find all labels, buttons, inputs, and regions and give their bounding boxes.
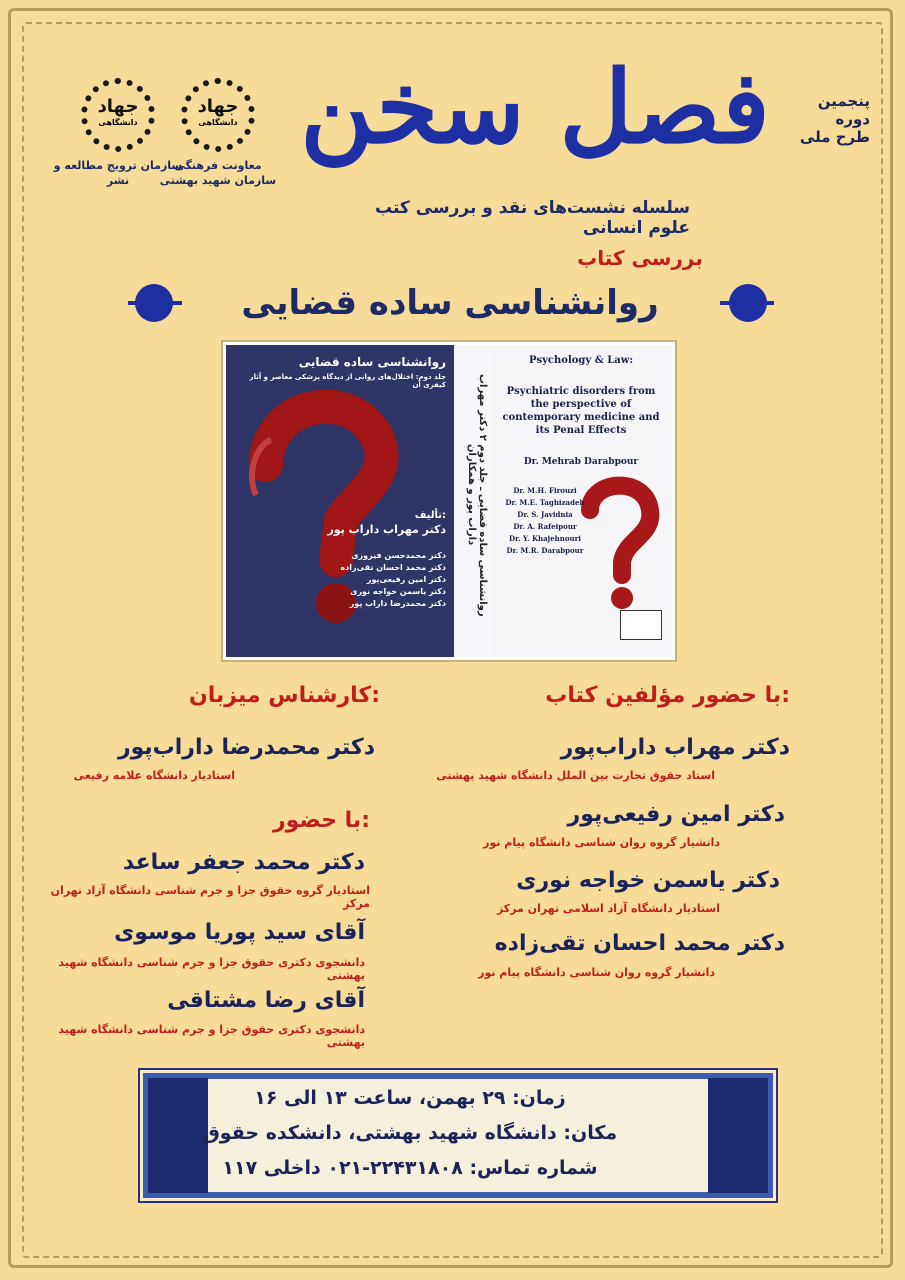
spine-text: روانشناسی ساده قضایی ـ جلد دوم ۲ دکتر مهراب داراب پور و همکاران — [466, 373, 488, 617]
book-title: روانشناسی ساده قضایی — [241, 283, 659, 323]
book-cover-image — [223, 342, 675, 660]
right-ornament-icon — [720, 278, 778, 328]
series-subtitle: سلسله نشست‌های نقد و بررسی کتب علوم انسانی — [374, 198, 690, 238]
event-contact: شماره تماس: ۲۲۴۳۱۸۰۸-۰۲۱ داخلی ۱۱۷ — [222, 1157, 598, 1179]
host-name: دکتر محمدرضا داراب‌پور — [117, 735, 375, 760]
attendee-role: استادیار گروه حقوق جزا و جرم شناسی دانشگاه آزاد تهران مرکز — [50, 884, 370, 910]
book-front-cover: Psychology & Law: Psychiatric disorders from the perspective of contemporary medicine and its Penal Effects Dr. Mehrab Darabpour Dr. M.H. Firouzi Dr. M.E. Taghizadeh Dr. S. Javidnia Dr. A. Rafeipour Dr. Y. Khajehnouri Dr. M.R. Darabpour — [490, 345, 672, 657]
attendee-name: آقای رضا مشتاقی — [167, 988, 365, 1013]
logo-left — [48, 78, 188, 188]
attendee-name: دکتر محمد جعفر ساعد — [122, 850, 365, 875]
author-role: دانشیار گروه روان شناسی دانشگاه پیام نور — [478, 966, 715, 979]
back-coauthors: دکتر محمدحسن فیروزی دکتر محمد احسان تقی‌زاده دکتر امین رفیعی‌پور دکتر یاسمن خواجه نوری دکتر محمدرضا داراب پور — [340, 551, 446, 608]
jahad-emblem-icon: جهاد دانشگاهی — [81, 78, 155, 152]
author-role: استاد حقوق تجارت بین الملل دانشگاه شهید بهشتی — [436, 769, 715, 782]
question-mark-head-icon — [226, 345, 454, 657]
jahad-emblem-icon: جهاد دانشگاهی — [181, 78, 255, 152]
review-label: بررسی کتاب — [577, 246, 703, 270]
edition-label: پنجمین دوره طرح ملی — [799, 92, 870, 146]
brand-title: فصل سخن — [300, 48, 770, 166]
front-coauthors: Dr. M.H. Firouzi Dr. M.E. Taghizadeh Dr. S. Javidnia Dr. A. Rafeipour Dr. Y. Khajehnouri Dr. M.R. Darabpour — [505, 486, 585, 555]
host-heading: کارشناس میزبان: — [188, 683, 380, 708]
author-name: دکتر مهراب داراب‌پور — [560, 735, 790, 760]
event-place: مکان: دانشگاه شهید بهشتی، دانشکده حقوق — [202, 1122, 618, 1144]
book-back-cover: روانشناسی ساده قضایی جلد دوم: اختلال‌های روانی از دیدگاه پزشکی معاصر و آثار کیفری آن تألیف: دکتر مهراب داراب پور دکتر محمدحسن فیروزی دکتر محمد احسان تقی‌زاده دکتر امین رفیعی‌پور دکتر یاسمن خواجه نوری دکتر محمدرضا داراب پور — [226, 345, 454, 657]
barcode-icon — [620, 610, 662, 640]
corner-tile-icon — [708, 1133, 768, 1193]
attendee-role: دانشجوی دکتری حقوق جزا و جرم شناسی دانشگاه شهید بهشتی — [58, 956, 365, 982]
host-role: استادیار دانشگاه علامه رفیعی — [73, 769, 235, 782]
author-role: دانشیار گروه روان شناسی دانشگاه پیام نور — [483, 836, 720, 849]
author-role: استادیار دانشگاه آزاد اسلامی تهران مرکز — [496, 902, 720, 915]
logo-right-caption: معاونت فرهنگی سازمان شهید بهشتی — [159, 159, 277, 187]
authors-heading: با حضور مؤلفین کتاب: — [545, 683, 790, 708]
attendee-role: دانشجوی دکتری حقوق جزا و جرم شناسی دانشگاه شهید بهشتی — [58, 1023, 365, 1049]
event-time: زمان: ۲۹ بهمن، ساعت ۱۳ الی ۱۶ — [254, 1087, 566, 1109]
logo-left-caption: سازمان ترویج مطالعه و نشر — [53, 159, 183, 187]
author-name: دکتر یاسمن خواجه نوری — [516, 868, 780, 893]
left-ornament-icon — [124, 278, 182, 328]
attendees-heading: با حضور: — [273, 808, 370, 833]
author-name: دکتر محمد احسان تقی‌زاده — [494, 931, 785, 956]
corner-tile-icon — [708, 1078, 768, 1138]
author-name: دکتر امین رفیعی‌پور — [567, 802, 785, 827]
attendee-name: آقای سید پوریا موسوی — [114, 920, 365, 945]
